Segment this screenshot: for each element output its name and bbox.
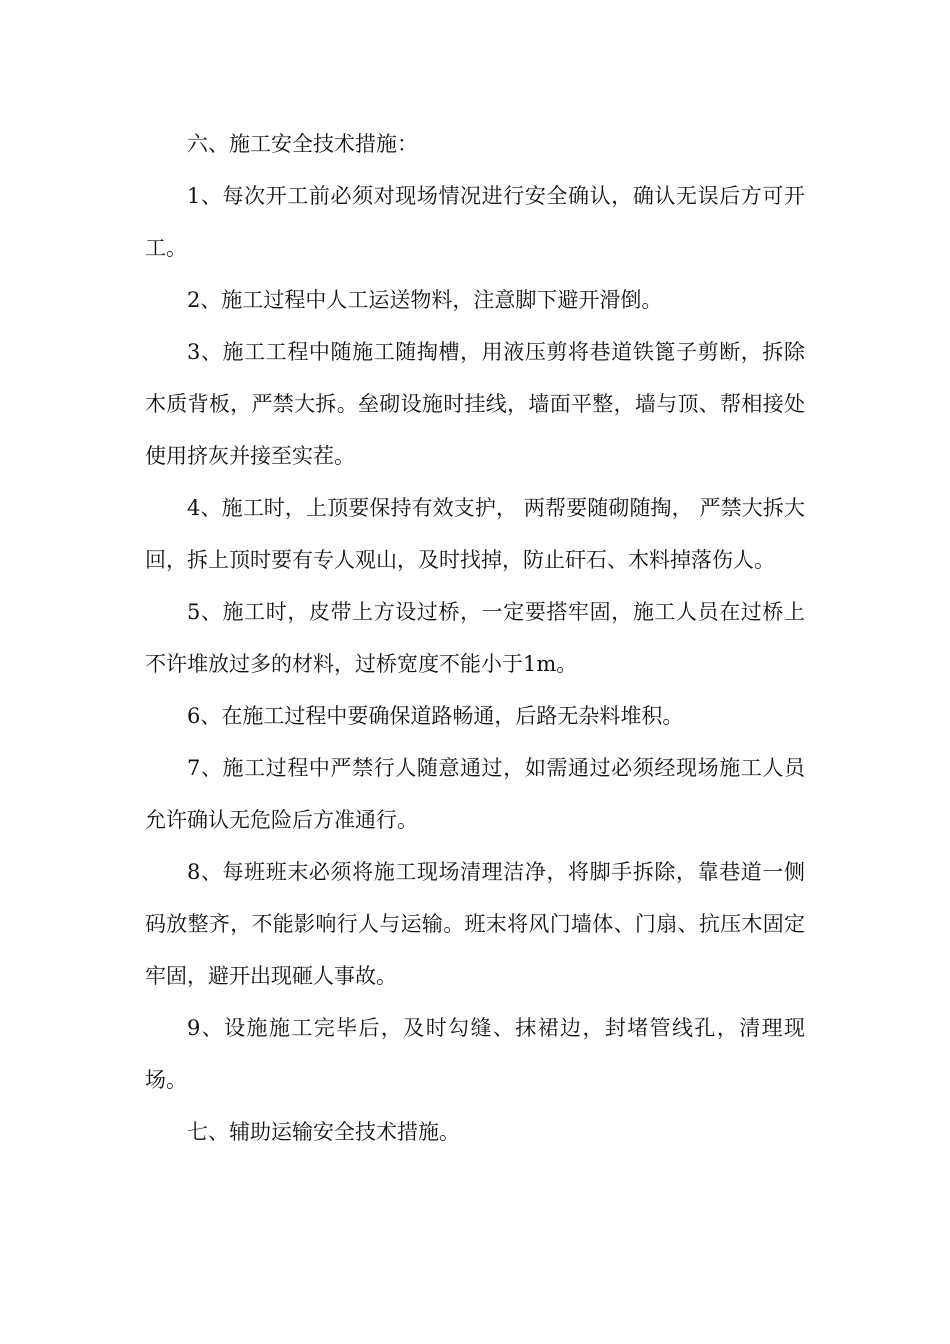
paragraph-item-3: 3、施工工程中随施工随掏槽，用液压剪将巷道铁篦子剪断，拆除木质背板，严禁大拆。垒砌设施时挂线，墙面平整，墙与顶、帮相接处使用挤灰并接至实茬。 <box>145 340 805 468</box>
paragraph-item-8: 8、每班班末必须将施工现场清理洁净，将脚手拆除，靠巷道一侧码放整齐，不能影响行人与运输。班末将风门墙体、门扇、抗压木固定牢固，避开出现砸人事故。 <box>145 860 805 988</box>
section-heading-6: 六、施工安全技术措施： <box>187 132 418 156</box>
section-heading-7: 七、辅助运输安全技术措施。 <box>187 1120 460 1144</box>
document-body <box>145 118 805 1158</box>
paragraph-item-1: 1、每次开工前必须对现场情况进行安全确认，确认无误后方可开工。 <box>145 184 805 260</box>
paragraph-item-6: 6、在施工过程中要确保道路畅通，后路无杂料堆积。 <box>187 704 684 728</box>
paragraph-item-9: 9、设施施工完毕后，及时勾缝、抹裙边，封堵管线孔，清理现场。 <box>145 1016 805 1092</box>
paragraph-item-5: 5、施工时，皮带上方设过桥，一定要搭牢固，施工人员在过桥上不许堆放过多的材料，过桥宽度不能小于1m。 <box>145 600 805 676</box>
paragraph-item-2: 2、施工过程中人工运送物料，注意脚下避开滑倒。 <box>187 288 663 312</box>
paragraph-item-7: 7、施工过程中严禁行人随意通过，如需通过必须经现场施工人员允许确认无危险后方准通行。 <box>145 756 805 832</box>
paragraph-item-4: 4、施工时，上顶要保持有效支护， 两帮要随砌随掏， 严禁大拆大回，拆上顶时要有专人观山，及时找掉，防止矸石、木料掉落伤人。 <box>145 496 805 572</box>
